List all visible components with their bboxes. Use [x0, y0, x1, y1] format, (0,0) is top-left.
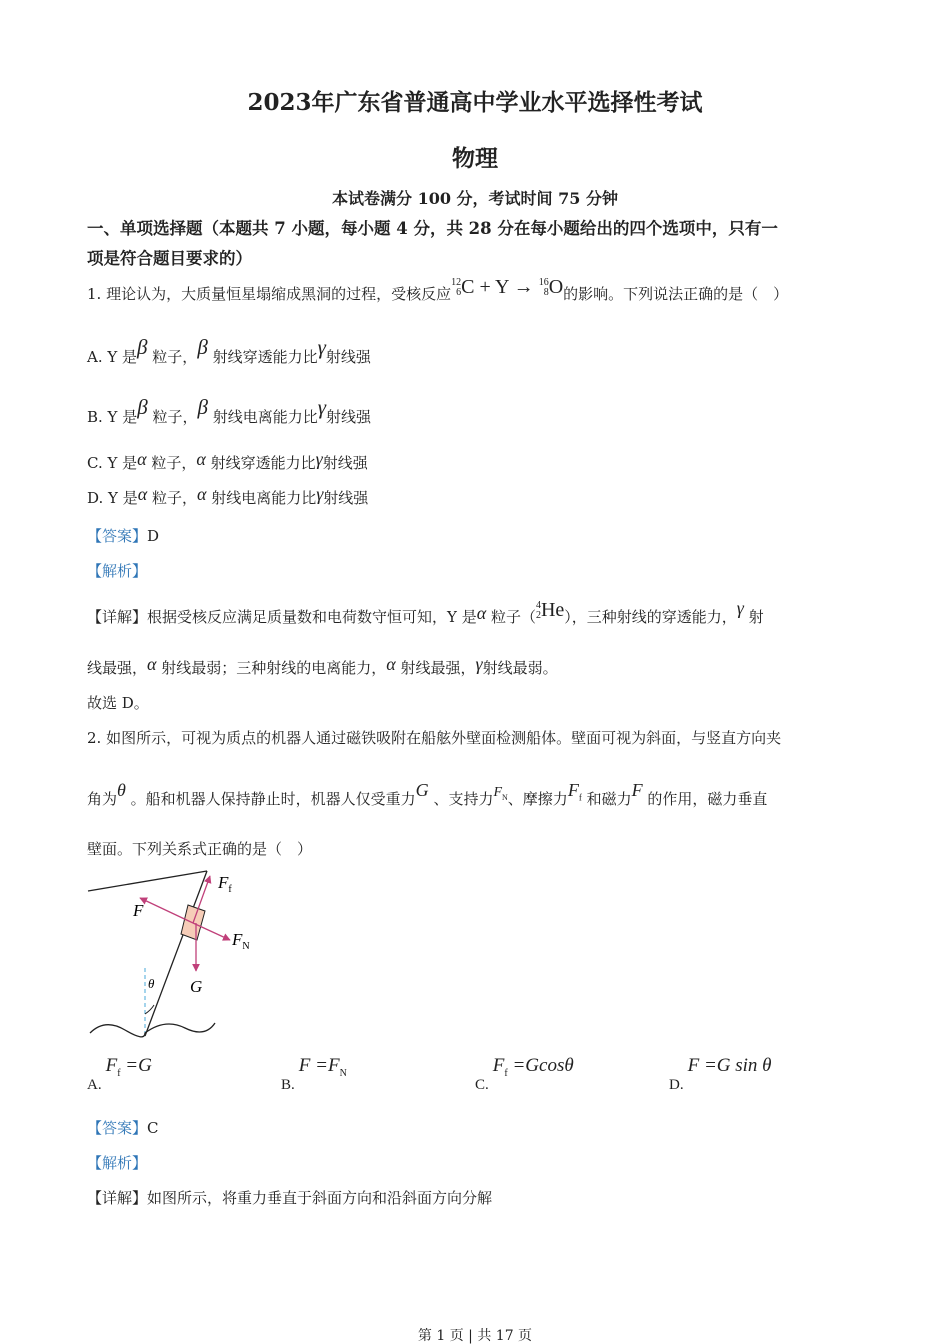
- c-mass: 12: [451, 277, 462, 289]
- symbol: F: [631, 780, 643, 800]
- q2-option-b: [281, 1055, 347, 1093]
- symbol: [493, 785, 507, 800]
- t: 射线强: [323, 489, 369, 507]
- t: 射线穿透能力比: [210, 454, 316, 472]
- q2-stem: 2. 如图所示，可视为质点的机器人通过磁铁吸附在船舷外壁面检测船体。壁面可视为斜面，与竖直方向夹: [87, 729, 782, 747]
- label: C.: [475, 1077, 489, 1093]
- q2-answer: [87, 1117, 159, 1138]
- o-sym: O: [548, 276, 564, 298]
- q1-detail: [87, 598, 764, 628]
- q1-stem-text-2: 的影响。下列说法正确的是（ ）: [563, 285, 789, 303]
- t: 粒子，: [151, 489, 197, 507]
- q2-option-c: [475, 1055, 574, 1093]
- sub: N: [339, 1067, 347, 1079]
- q1-option-d: [87, 484, 369, 508]
- symbol: γ: [317, 335, 326, 359]
- symbol: α: [476, 603, 487, 623]
- rhs: =F: [315, 1055, 340, 1076]
- t: 。船和机器人保持静止时，机器人仅受重力: [130, 790, 416, 808]
- answer-label: 【答案】: [87, 1119, 148, 1137]
- symbol: α: [137, 484, 148, 504]
- t: 射线最强，: [400, 659, 476, 677]
- t: 粒子，: [151, 454, 197, 472]
- q2-option-a: [87, 1055, 152, 1093]
- symbol: γ: [315, 449, 323, 469]
- q1-analysis-label: 【解析】: [87, 562, 148, 580]
- formula: [492, 1055, 574, 1079]
- symbol: α: [196, 484, 207, 504]
- sub: f: [117, 1067, 121, 1079]
- exam-info: 本试卷满分 100 分，考试时间 75 分钟: [332, 189, 618, 208]
- t: 射: [748, 608, 764, 626]
- hull-wall: [145, 871, 207, 1036]
- q1-option-c: [87, 449, 368, 473]
- symbol: β: [137, 395, 148, 419]
- symbol: α: [196, 449, 206, 469]
- hull-top: [88, 871, 207, 891]
- he-mass: 4: [535, 600, 541, 612]
- symbol: γ: [475, 654, 483, 674]
- o-mass: 16: [538, 277, 549, 289]
- sub: f: [578, 792, 582, 803]
- subject-title: 物理: [452, 145, 498, 172]
- sub: f: [228, 884, 232, 895]
- detail-label: 【详解】: [87, 1189, 148, 1207]
- label: D.: [669, 1077, 684, 1093]
- t: 射线强: [325, 348, 371, 366]
- t: ），三种射线的穿透能力，: [564, 608, 737, 626]
- formula: [105, 1055, 152, 1079]
- t: 射线强: [326, 408, 372, 426]
- f: F: [493, 785, 503, 800]
- q1-option-b: [87, 395, 372, 428]
- q2-stem-2: [87, 780, 768, 811]
- angle-arc: [145, 1005, 154, 1014]
- lhs: F: [298, 1055, 311, 1076]
- t: 、支持力: [433, 790, 494, 808]
- c-sym: C: [461, 276, 475, 298]
- t: C. Y 是: [87, 454, 138, 472]
- section-heading-cont: 项是符合题目要求的）: [87, 249, 252, 268]
- f: F: [232, 930, 243, 949]
- rhs: =G sin θ: [703, 1055, 772, 1076]
- sub: f: [504, 1067, 508, 1079]
- symbol: [567, 780, 582, 803]
- t: 射线强: [322, 454, 368, 472]
- lhs: F: [492, 1055, 505, 1076]
- label-f: F: [133, 901, 144, 920]
- lhs: F: [105, 1055, 118, 1076]
- t: 射线电离能力比: [212, 408, 318, 426]
- symbol: γ: [316, 484, 324, 504]
- label-theta: θ: [148, 976, 155, 991]
- symbol: G: [415, 780, 429, 800]
- label: A.: [87, 1077, 102, 1093]
- f: F: [567, 780, 579, 800]
- answer-value: C: [147, 1119, 159, 1137]
- helium: [536, 599, 564, 622]
- symbol: γ: [736, 598, 744, 618]
- label-fn: [231, 930, 250, 952]
- symbol: α: [386, 654, 396, 674]
- t: 角为: [87, 790, 118, 808]
- t: 射线穿透能力比: [212, 348, 318, 366]
- t: B. Y 是: [87, 408, 138, 426]
- q2-option-d: [669, 1055, 772, 1093]
- symbol: β: [137, 335, 148, 359]
- rhs: =G: [125, 1055, 152, 1076]
- he-z: 2: [535, 610, 541, 622]
- section-heading: 一、单项选择题（本题共 7 小题，每小题 4 分，共 28 分在每小题给出的四个选项中，只有一: [87, 219, 778, 238]
- formula: [688, 1055, 772, 1076]
- symbol: θ: [117, 780, 126, 800]
- label-ff: [217, 873, 232, 895]
- magnetic-force-arrow: [140, 898, 193, 923]
- nuclear-equation: [451, 276, 563, 299]
- lhs: F: [687, 1055, 700, 1076]
- t: 射线最弱。: [482, 659, 558, 677]
- label: B.: [281, 1077, 295, 1093]
- symbol: α: [147, 654, 157, 674]
- t: A. Y 是: [87, 348, 138, 366]
- q1-answer: [87, 525, 159, 546]
- t: 根据受核反应满足质量数和电荷数守恒可知，Y 是: [147, 608, 477, 626]
- sub: N: [242, 941, 250, 952]
- symbol: β: [197, 335, 208, 359]
- label-g: G: [190, 977, 203, 996]
- t: 粒子，: [152, 408, 198, 426]
- f: F: [218, 873, 229, 892]
- q2-analysis-label: 【解析】: [87, 1154, 148, 1172]
- water-wave: [90, 1023, 215, 1037]
- t: 粒子（: [490, 608, 536, 626]
- he-sym: He: [540, 599, 565, 621]
- answer-label: 【答案】: [87, 527, 148, 545]
- force-diagram: [85, 868, 265, 1043]
- detail-label: 【详解】: [87, 608, 148, 626]
- answer-value: D: [147, 527, 160, 545]
- o-z: 8: [543, 287, 549, 299]
- t: 射线电离能力比: [211, 489, 317, 507]
- q1-stem: [87, 276, 789, 305]
- q1-option-a: [87, 335, 371, 368]
- q2-detail: [87, 1187, 492, 1208]
- exam-title: 2023年广东省普通高中学业水平选择性考试: [247, 89, 703, 116]
- t: 射线最弱；三种射线的电离能力，: [161, 659, 387, 677]
- t: 粒子，: [152, 348, 198, 366]
- q1-conclusion: 故选 D。: [87, 694, 149, 712]
- t: 、摩擦力: [507, 790, 568, 808]
- page-footer: 第 1 页 | 共 17 页: [417, 1328, 533, 1344]
- eq-mid: + Y →: [479, 276, 534, 298]
- formula: [298, 1055, 347, 1079]
- symbol: β: [197, 395, 208, 419]
- t: 线最强，: [87, 659, 148, 677]
- rhs: =Gcosθ: [512, 1055, 574, 1076]
- q1-stem-text: 1. 理论认为，大质量恒星塌缩成黑洞的过程，受核反应: [87, 285, 452, 303]
- t: 和磁力: [586, 790, 632, 808]
- q2-stem-3: 壁面。下列关系式正确的是（ ）: [87, 840, 313, 858]
- sub: N: [502, 792, 508, 802]
- symbol: α: [137, 449, 147, 469]
- q1-detail-2: [87, 654, 558, 678]
- t: 如图所示，将重力垂直于斜面方向和沿斜面方向分解: [147, 1189, 493, 1207]
- symbol: γ: [317, 395, 327, 419]
- t: D. Y 是: [87, 489, 138, 507]
- c-z: 6: [456, 287, 462, 299]
- t: 的作用，磁力垂直: [647, 790, 768, 808]
